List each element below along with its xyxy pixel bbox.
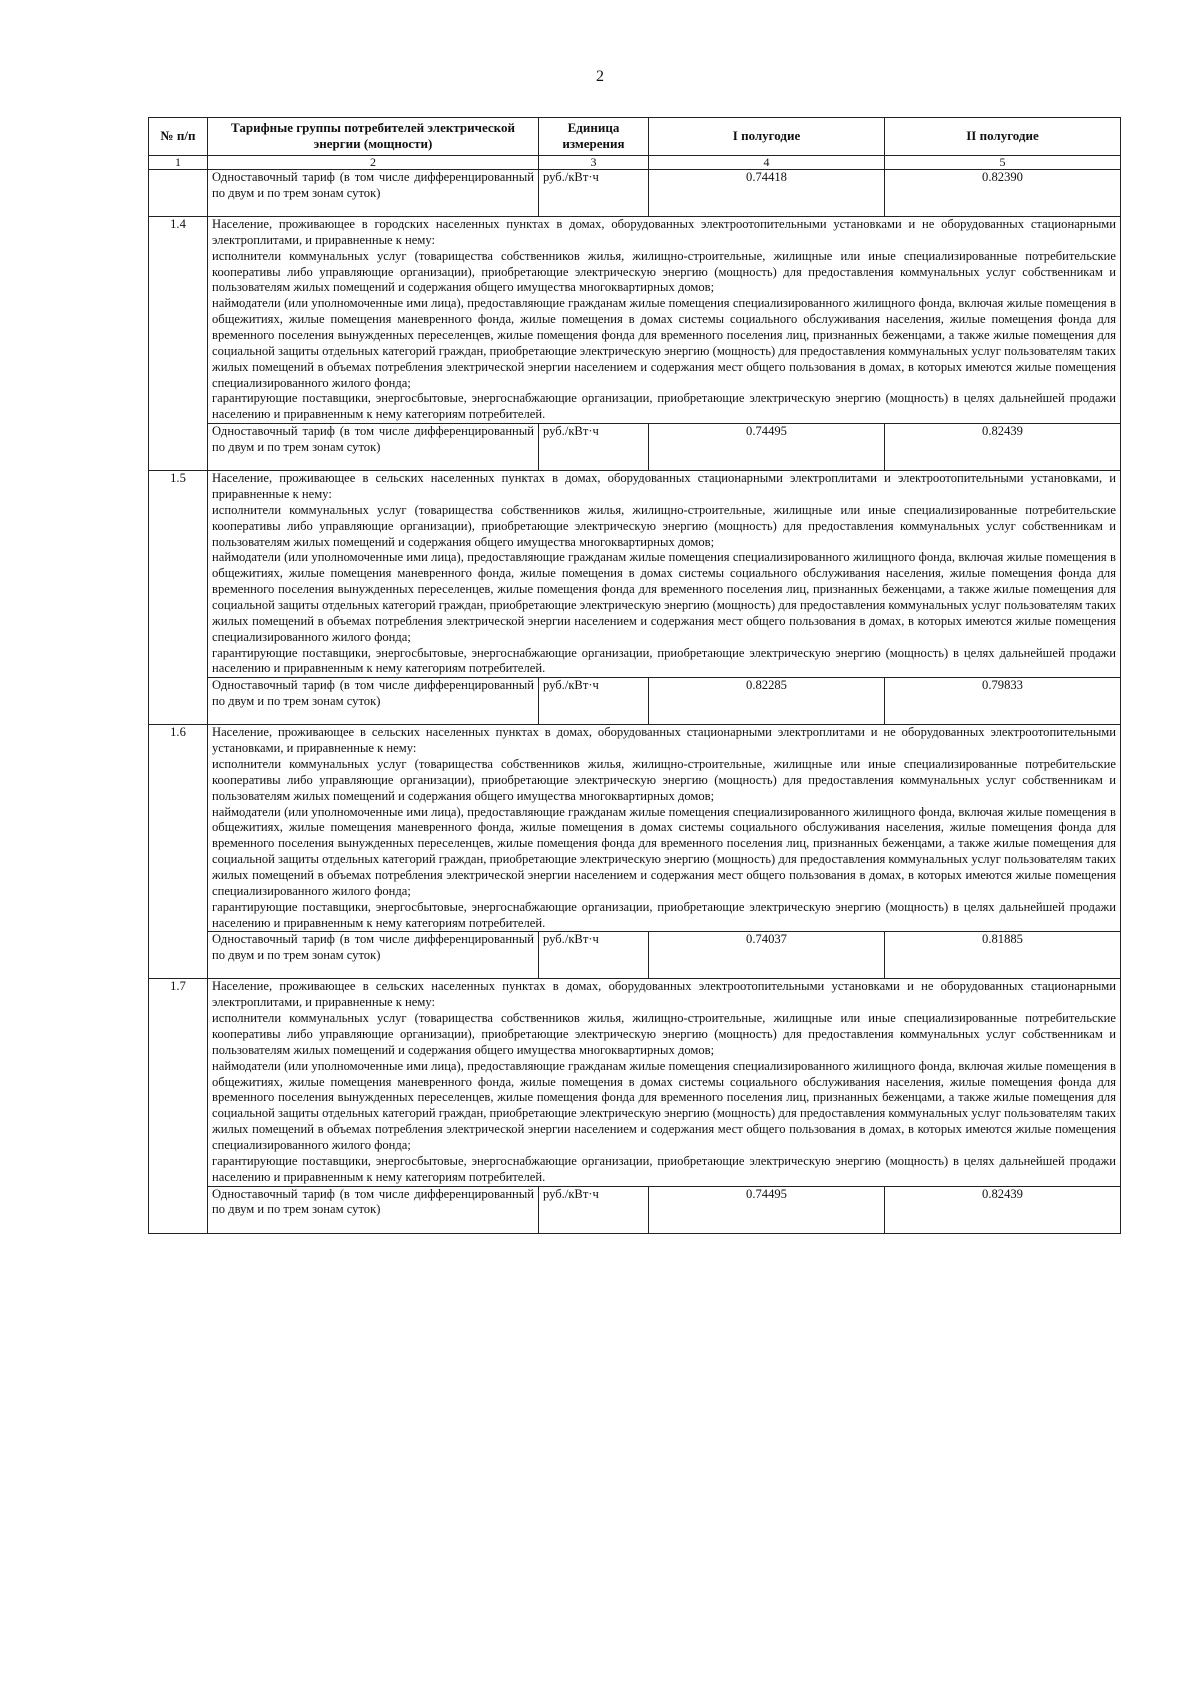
section-row [149, 979, 1121, 1186]
column-index: 2 [208, 155, 539, 169]
unit-cell: руб./кВт·ч [539, 424, 649, 471]
rate-row [149, 932, 1121, 979]
unit-cell: руб./кВт·ч [539, 1186, 649, 1233]
section-paragraph: наймодатели (или уполномоченные ими лица), предоставляющие гражданам жилые помещения специализированного жилищного фонда, включая жилые помещения в общежитиях, жилые помещения маневренного фонда, жилые помещения в домах системы социального обслуживания населения, жилые помещения фонда для временного поселения вынужденных переселенцев, жилые помещения фонда для временного поселения лиц, признанных беженцами, а также жилые помещения для социальной защиты отдельных категорий граждан, приобретающие электрическую энергию (мощность) для предоставления коммунальных услуг пользователям таких жилых помещений в объемах потребления электрической энергии населением и содержания мест общего пользования в домах, в которых имеются жилые помещения специализированного жилого фонда; [212, 804, 1116, 898]
section-row [149, 725, 1121, 932]
rate-row [149, 169, 1121, 216]
unit-cell: руб./кВт·ч [539, 678, 649, 725]
section-paragraph: гарантирующие поставщики, энергосбытовые, энергоснабжающие организации, приобретающие электрическую энергию (мощность) в целях дальнейшей продажи населению и приравненным к нему категориям потребителей. [212, 391, 1116, 422]
section-description [208, 725, 1121, 932]
tariff-name: Одноставочный тариф (в том числе дифференцированный по двум и по трем зонам суток) [208, 1186, 539, 1233]
unit-cell: руб./кВт·ч [539, 169, 649, 216]
header-second-half: II полугодие [885, 118, 1121, 156]
rate-row [149, 424, 1121, 471]
page-number: 2 [596, 68, 604, 85]
section-paragraph: Население, проживающее в сельских населенных пунктах в домах, оборудованных электроотопительными установками и не оборудованных стационарными электроплитами, и приравненные к нему: [212, 979, 1116, 1010]
rate-row [149, 1186, 1121, 1233]
table-header-row [149, 118, 1121, 156]
section-paragraph: гарантирующие поставщики, энергосбытовые, энергоснабжающие организации, приобретающие электрическую энергию (мощность) в целях дальнейшей продажи населению и приравненным к нему категориям потребителей. [212, 1153, 1116, 1184]
section-paragraph: наймодатели (или уполномоченные ими лица), предоставляющие гражданам жилые помещения специализированного жилищного фонда, включая жилые помещения в общежитиях, жилые помещения маневренного фонда, жилые помещения в домах системы социального обслуживания населения, жилые помещения фонда для временного поселения вынужденных переселенцев, жилые помещения фонда для временного поселения лиц, признанных беженцами, а также жилые помещения для социальной защиты отдельных категорий граждан, приобретающие электрическую энергию (мощность) для предоставления коммунальных услуг пользователям таких жилых помещений в объемах потребления электрической энергии населением и содержания мест общего пользования в домах, в которых имеются жилые помещения специализированного жилого фонда; [212, 1058, 1116, 1153]
first-half-value: 0.74495 [649, 1186, 885, 1233]
header-first-half: I полугодие [649, 118, 885, 156]
tariff-name: Одноставочный тариф (в том числе дифференцированный по двум и по трем зонам суток) [208, 169, 539, 216]
header-num: № п/п [149, 118, 208, 156]
section-paragraph: гарантирующие поставщики, энергосбытовые, энергоснабжающие организации, приобретающие электрическую энергию (мощность) в целях дальнейшей продажи населению и приравненным к нему категориям потребителей. [212, 645, 1116, 676]
unit-cell: руб./кВт·ч [539, 932, 649, 979]
section-description [208, 471, 1121, 678]
section-paragraph: исполнители коммунальных услуг (товарищества собственников жилья, жилищно-строительные, жилищные или иные специализированные потребительские кооперативы либо управляющие организации), приобретающие электрическую энергию (мощность) для предоставления коммунальных услуг собственникам и пользователям жилых помещений и содержания общего имущества многоквартирных домов; [212, 248, 1116, 295]
section-description [208, 216, 1121, 423]
section-number: 1.5 [149, 471, 208, 725]
first-half-value: 0.74495 [649, 424, 885, 471]
section-paragraph: наймодатели (или уполномоченные ими лица), предоставляющие гражданам жилые помещения специализированного жилищного фонда, включая жилые помещения в общежитиях, жилые помещения маневренного фонда, жилые помещения в домах системы социального обслуживания населения, жилые помещения фонда для временного поселения вынужденных переселенцев, жилые помещения фонда для временного поселения лиц, признанных беженцами, а также жилые помещения для социальной защиты отдельных категорий граждан, приобретающие электрическую энергию (мощность) для предоставления коммунальных услуг пользователям таких жилых помещений в объемах потребления электрической энергии населением и содержания мест общего пользования в домах, в которых имеются жилые помещения специализированного жилого фонда; [212, 296, 1116, 390]
column-index: 5 [885, 155, 1121, 169]
section-paragraph: исполнители коммунальных услуг (товарищества собственников жилья, жилищно-строительные, жилищные или иные специализированные потребительские кооперативы либо управляющие организации), приобретающие электрическую энергию (мощность) для предоставления коммунальных услуг собственникам и пользователям жилых помещений и содержания общего имущества многоквартирных домов; [212, 1011, 1116, 1057]
tariff-table [148, 117, 1121, 1234]
column-index: 4 [649, 155, 885, 169]
section-paragraph: Население, проживающее в городских населенных пунктах в домах, оборудованных электроотопительными установками и не оборудованных стационарными электроплитами, и приравненные к нему: [212, 216, 1116, 247]
first-half-value: 0.74418 [649, 169, 885, 216]
tariff-name: Одноставочный тариф (в том числе дифференцированный по двум и по трем зонам суток) [208, 678, 539, 725]
section-number: 1.6 [149, 725, 208, 979]
second-half-value: 0.82439 [885, 424, 1121, 471]
column-index-row [149, 155, 1121, 169]
section-paragraph: Население, проживающее в сельских населенных пунктах в домах, оборудованных стационарными электроплитами и не оборудованных электроотопительными установками, и приравненные к нему: [212, 725, 1116, 756]
section-paragraph: Население, проживающее в сельских населенных пунктах в домах, оборудованных стационарными электроплитами и электроотопительными установками, и приравненные к нему: [212, 471, 1116, 501]
section-number: 1.4 [149, 216, 208, 470]
second-half-value: 0.82390 [885, 169, 1121, 216]
tariff-name: Одноставочный тариф (в том числе дифференцированный по двум и по трем зонам суток) [208, 424, 539, 471]
section-description [208, 979, 1121, 1186]
tariff-name: Одноставочный тариф (в том числе дифференцированный по двум и по трем зонам суток) [208, 932, 539, 979]
section-paragraph: исполнители коммунальных услуг (товарищества собственников жилья, жилищно-строительные, жилищные или иные специализированные потребительские кооперативы либо управляющие организации), приобретающие электрическую энергию (мощность) для предоставления коммунальных услуг собственникам и пользователям жилых помещений и содержания общего имущества многоквартирных домов; [212, 757, 1116, 803]
section-paragraph: наймодатели (или уполномоченные ими лица), предоставляющие гражданам жилые помещения специализированного жилищного фонда, включая жилые помещения в общежитиях, жилые помещения маневренного фонда, жилые помещения в домах системы социального обслуживания населения, жилые помещения фонда для временного поселения вынужденных переселенцев, жилые помещения фонда для временного поселения лиц, признанных беженцами, а также жилые помещения для социальной защиты отдельных категорий граждан, приобретающие электрическую энергию (мощность) для предоставления коммунальных услуг пользователям таких жилых помещений в объемах потребления электрической энергии населением и содержания мест общего пользования в домах, в которых имеются жилые помещения специализированного жилого фонда; [212, 550, 1116, 644]
header-group: Тарифные группы потребителей электрической энергии (мощности) [208, 118, 539, 156]
section-row [149, 216, 1121, 423]
header-unit: Единица измерения [539, 118, 649, 156]
column-index: 1 [149, 155, 208, 169]
second-half-value: 0.79833 [885, 678, 1121, 725]
section-paragraph: исполнители коммунальных услуг (товарищества собственников жилья, жилищно-строительные, жилищные или иные специализированные потребительские кооперативы либо управляющие организации), приобретающие электрическую энергию (мощность) для предоставления коммунальных услуг собственникам и пользователям жилых помещений и содержания общего имущества многоквартирных домов; [212, 502, 1116, 549]
rate-row [149, 678, 1121, 725]
column-index: 3 [539, 155, 649, 169]
section-paragraph: гарантирующие поставщики, энергосбытовые, энергоснабжающие организации, приобретающие электрическую энергию (мощность) в целях дальнейшей продажи населению и приравненным к нему категориям потребителей. [212, 899, 1116, 930]
first-half-value: 0.74037 [649, 932, 885, 979]
second-half-value: 0.82439 [885, 1186, 1121, 1233]
section-row [149, 471, 1121, 678]
section-number: 1.7 [149, 979, 208, 1233]
second-half-value: 0.81885 [885, 932, 1121, 979]
first-half-value: 0.82285 [649, 678, 885, 725]
row-number-empty [149, 169, 208, 216]
